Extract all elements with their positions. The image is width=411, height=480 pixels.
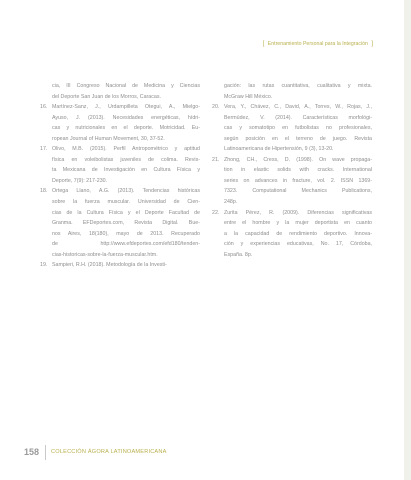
reference-text-line: tion in elastic solids with cracks. International	[224, 167, 372, 174]
reference-text-line: Ortega Llano, A.G. (2013). Tendencias históricas	[52, 188, 200, 195]
reference-text-line: 248p.	[224, 199, 238, 206]
reference-number: 18.	[40, 188, 48, 195]
reference-entry	[212, 208, 372, 261]
reference-text-line: sobre la fuerza muscular. Universidad de Cien-	[52, 199, 200, 206]
reference-text-line: España. 8p.	[224, 251, 253, 258]
reference-text-line: Olivo, M.B. (2015). Perfil Antropométrico y aptitud	[52, 146, 200, 153]
reference-text-line: ta Mexicana de Investigación en Cultura Física y	[52, 167, 200, 174]
reference-entry	[212, 102, 372, 155]
reference-entry	[40, 81, 200, 102]
header-bracket-open: [	[262, 41, 265, 47]
reference-text-line: nos Aires, 18(180), mayo de 2013. Recuperado	[52, 230, 200, 237]
reference-text-line: Latinoamericana de Hipertensión, 9 (3), 13-20.	[224, 146, 334, 153]
reference-text-line: ropean Journal of Human Movement, 30, 37-52.	[52, 135, 165, 142]
reference-entry	[212, 155, 372, 208]
reference-text-line: 7323. Computational Mechanics Publications,	[224, 188, 372, 195]
reference-text-line: Ayuso, J. (2013). Necesidades energéticas, hídri-	[52, 114, 200, 121]
reference-text-line: McGraw Hill México.	[224, 93, 273, 100]
reference-text-line: Bermúdez, V. (2014). Características morfológi-	[224, 114, 372, 121]
footer-collection-label: COLECCIÓN ÁGORA LATINOAMERICANA	[51, 449, 167, 455]
reference-text-line: Granma. EFDeportes.com, Revista Digital. Bue-	[52, 220, 200, 227]
reference-text-line: cias de la Cultura Física y el Deporte Facultad de	[52, 209, 200, 216]
reference-text-line: cas y nutricionales en el deporte. Motricidad. Eu-	[52, 125, 200, 132]
reference-text-line: ción y experiencias educativas, No. 17, Córdoba,	[224, 241, 372, 248]
reference-entry	[212, 81, 372, 102]
reference-text-line: Martínez-Sanz, J., Urdampilleta Otegui, A., Mielgo-	[52, 104, 200, 111]
reference-text-line: a la capacidad de rendimiento deportivo. Innova-	[224, 230, 372, 237]
reference-text-line: cas y somatotipo en futbolistas no profesionales,	[224, 125, 372, 132]
reference-text-line: del Deporte San Juan de los Morros, Caracas.	[52, 93, 161, 100]
header-title: Entrenamiento Personal para la Integración	[267, 41, 368, 47]
reference-text-line: cia, III Congreso Nacional de Medicina y Ciencias	[52, 83, 200, 89]
reference-text-line: entre el hombre y la mujer deportista en cuanto	[224, 220, 372, 227]
reference-text-line: Sampieri, R.H. (2018). Metodología de la Investi-	[52, 262, 167, 269]
reference-number: 20.	[212, 104, 220, 111]
reference-number: 17.	[40, 146, 48, 153]
reference-text-line: según posición en el terreno de juego. Revista	[224, 135, 372, 142]
reference-text-line: Zurita Pérez, R. (2009). Diferencias significativas	[224, 209, 372, 216]
reference-number: 22.	[212, 209, 220, 216]
reference-text-line: física en voleibolistas juveniles de colima. Revis-	[52, 156, 200, 163]
running-header	[263, 41, 373, 47]
references-right-column	[212, 81, 372, 260]
reference-entry	[40, 260, 200, 271]
reference-text-line: Zhong, CH., Cress, D. (1998). On wave propaga-	[224, 156, 372, 163]
reference-text-line: gación: las rutas cuantitativa, cualitativa y mixta.	[224, 83, 372, 89]
header-bracket-close: ]	[371, 41, 373, 47]
reference-text-line: cias-historicas-sobre-la-fuerza-muscular.htm.	[52, 251, 158, 258]
reference-text-line: series on advances in fracture, vol. 2. ISSN 1369-	[224, 177, 372, 184]
references-left-column	[40, 81, 200, 271]
reference-entry	[40, 144, 200, 186]
reference-text-line: Deporte, 7(9): 217-230.	[52, 177, 108, 184]
reference-text-line: de http://www.efdeportes.com/efd180/tenden-	[52, 241, 200, 248]
page-footer	[24, 445, 167, 459]
reference-entry	[40, 186, 200, 260]
reference-number: 21.	[212, 156, 220, 163]
footer-divider	[45, 445, 46, 460]
reference-number: 16.	[40, 104, 48, 111]
page-number: 158	[24, 447, 40, 457]
reference-entry	[40, 102, 200, 144]
reference-number: 19.	[40, 262, 48, 269]
page-edge-strip	[404, 0, 411, 480]
reference-text-line: Vera, Y., Chávez, C., David, A., Torres, W., Rojas, J.,	[224, 104, 372, 111]
